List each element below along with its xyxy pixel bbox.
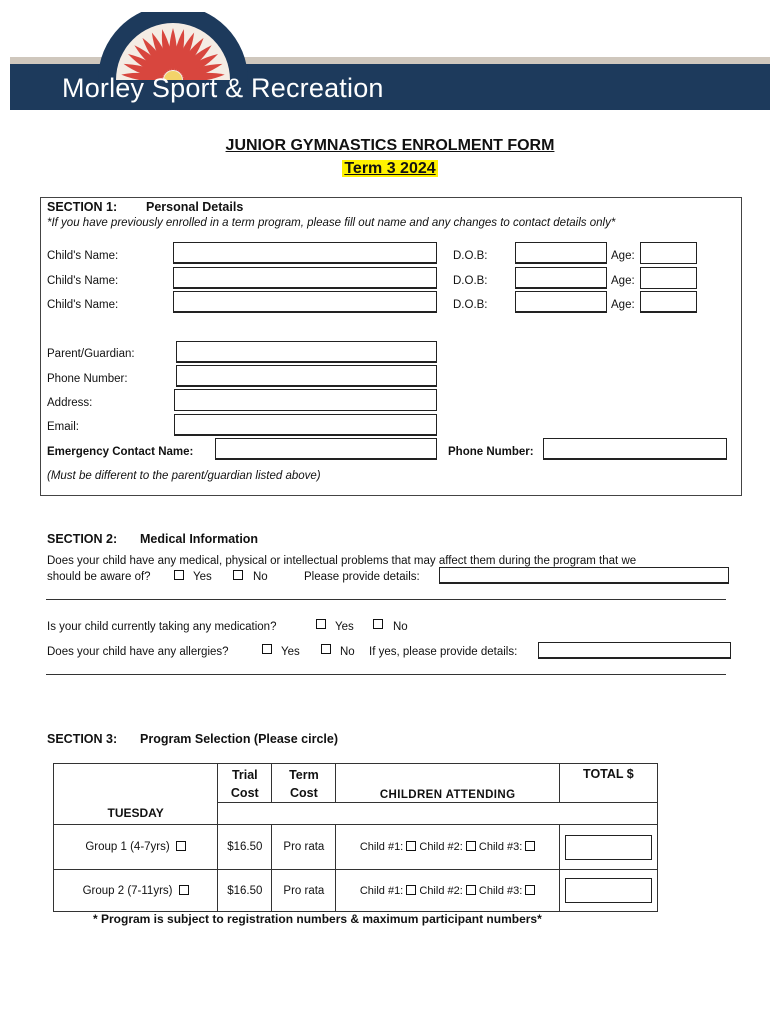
child-name-label: Child's Name: — [47, 275, 119, 287]
allergies-details-line — [46, 674, 726, 675]
group2-checkbox[interactable] — [179, 885, 189, 895]
parent-label: Parent/Guardian: — [47, 348, 135, 360]
group1-child2-checkbox[interactable] — [466, 841, 476, 851]
sunburst-logo-icon — [98, 12, 248, 80]
medical-yes-checkbox[interactable] — [174, 570, 184, 580]
allergies-question: Does your child have any allergies? — [47, 646, 229, 658]
group1-label: Group 1 (4-7yrs) — [85, 841, 170, 853]
total-header: TOTAL $ — [559, 764, 657, 803]
child1-label: Child #1: — [359, 884, 404, 897]
group1-cell — [54, 825, 218, 870]
group1-child1-checkbox[interactable] — [406, 841, 416, 851]
medical-no-label: No — [253, 571, 268, 583]
medical-details-input[interactable] — [439, 567, 729, 584]
section1-title: Personal Details — [146, 200, 244, 214]
parent-input[interactable] — [176, 341, 437, 363]
address-label: Address: — [47, 397, 93, 409]
trial-cost-header — [218, 764, 272, 803]
age-input-2[interactable] — [640, 267, 697, 289]
allergies-details-label: If yes, please provide details: — [369, 646, 518, 658]
child3-label: Child #3: — [478, 841, 523, 853]
group2-cell — [54, 870, 218, 912]
dob-label: D.O.B: — [453, 250, 488, 262]
medical-details-label: Please provide details: — [304, 571, 420, 583]
term-cost-header — [272, 764, 336, 803]
age-label: Age: — [611, 275, 635, 287]
section1-heading: SECTION 1: — [47, 200, 118, 214]
table-corner — [54, 764, 218, 803]
program-footnote: * Program is subject to registration numbers & maximum participant numbers* — [93, 912, 542, 926]
emergency-name-input[interactable] — [215, 438, 437, 460]
child1-label: Child #1: — [359, 841, 404, 853]
group1-children-cell — [336, 825, 559, 870]
medical-question-line1: Does your child have any medical, physical or intellectual problems that may affect them during the program that we — [47, 555, 637, 567]
term-header-line1: Term — [289, 768, 319, 782]
dob-input-1[interactable] — [515, 242, 607, 264]
group1-total-cell — [559, 825, 657, 870]
child-name-input-1[interactable] — [173, 242, 437, 264]
medication-no-label: No — [393, 621, 408, 633]
section2-heading: SECTION 2: — [47, 532, 118, 546]
children-attending-header: CHILDREN ATTENDING — [336, 764, 559, 803]
child-name-input-2[interactable] — [173, 267, 437, 289]
allergies-yes-checkbox[interactable] — [262, 644, 272, 654]
group2-children-cell — [336, 870, 559, 912]
group1-child3-checkbox[interactable] — [525, 841, 535, 851]
trial-header-line2: Cost — [230, 786, 259, 800]
group2-term: Pro rata — [272, 870, 336, 912]
group1-total-input[interactable] — [565, 835, 652, 860]
medication-no-checkbox[interactable] — [373, 619, 383, 629]
dob-label: D.O.B: — [453, 299, 488, 311]
age-input-3[interactable] — [640, 291, 697, 313]
brand-name: Morley Sport & Recreation — [62, 73, 384, 103]
trial-header-line1: Trial — [231, 768, 258, 782]
day-row-filler — [218, 803, 658, 825]
group2-trial: $16.50 — [218, 870, 272, 912]
medical-yes-label: Yes — [193, 571, 212, 583]
group2-total-input[interactable] — [565, 878, 652, 903]
address-input[interactable] — [174, 389, 437, 411]
group2-child3-checkbox[interactable] — [525, 885, 535, 895]
group1-trial: $16.50 — [218, 825, 272, 870]
form-title: JUNIOR GYMNASTICS ENROLMENT FORM — [225, 137, 555, 154]
program-table — [53, 763, 658, 912]
emergency-phone-input[interactable] — [543, 438, 727, 460]
child2-label: Child #2: — [419, 884, 463, 897]
group2-child2-checkbox[interactable] — [466, 885, 476, 895]
email-label: Email: — [47, 421, 79, 433]
medical-details-line — [46, 599, 726, 600]
term-wrap — [0, 160, 770, 178]
form-term: Term 3 2024 — [344, 160, 436, 177]
age-input-1[interactable] — [640, 242, 697, 264]
allergies-no-checkbox[interactable] — [321, 644, 331, 654]
medication-question: Is your child currently taking any medication? — [47, 621, 277, 633]
group2-total-cell — [559, 870, 657, 912]
child-name-input-3[interactable] — [173, 291, 437, 313]
day-label: TUESDAY — [54, 803, 218, 825]
phone-input[interactable] — [176, 365, 437, 387]
emergency-phone-label: Phone Number: — [448, 446, 534, 458]
email-input[interactable] — [174, 414, 437, 436]
section2-title: Medical Information — [140, 532, 259, 546]
child-name-label: Child's Name: — [47, 250, 119, 262]
medication-yes-label: Yes — [335, 621, 354, 633]
group2-label: Group 2 (7-11yrs) — [82, 884, 173, 897]
child-name-label: Child's Name: — [47, 299, 119, 311]
medical-no-checkbox[interactable] — [233, 570, 243, 580]
allergies-yes-label: Yes — [281, 646, 300, 658]
dob-input-2[interactable] — [515, 267, 607, 289]
dob-input-3[interactable] — [515, 291, 607, 313]
group1-term: Pro rata — [272, 825, 336, 870]
allergies-details-input[interactable] — [538, 642, 731, 659]
group2-child1-checkbox[interactable] — [406, 885, 416, 895]
group1-checkbox[interactable] — [176, 841, 186, 851]
phone-label: Phone Number: — [47, 373, 128, 385]
section1-note: *If you have previously enrolled in a term program, please fill out name and any changes to contact details only* — [47, 217, 616, 229]
medical-question-line2: should be aware of? — [47, 571, 151, 583]
age-label: Age: — [611, 299, 635, 311]
emergency-note: (Must be different to the parent/guardian listed above) — [47, 470, 321, 482]
medication-yes-checkbox[interactable] — [316, 619, 326, 629]
age-label: Age: — [611, 250, 635, 262]
child3-label: Child #3: — [478, 884, 523, 897]
child2-label: Child #2: — [419, 841, 463, 853]
section3-heading: SECTION 3: — [47, 732, 118, 746]
section3-title: Program Selection (Please circle) — [140, 732, 339, 746]
dob-label: D.O.B: — [453, 275, 488, 287]
allergies-no-label: No — [340, 646, 355, 658]
emergency-label: Emergency Contact Name: — [47, 446, 194, 458]
term-header-line2: Cost — [290, 786, 318, 800]
